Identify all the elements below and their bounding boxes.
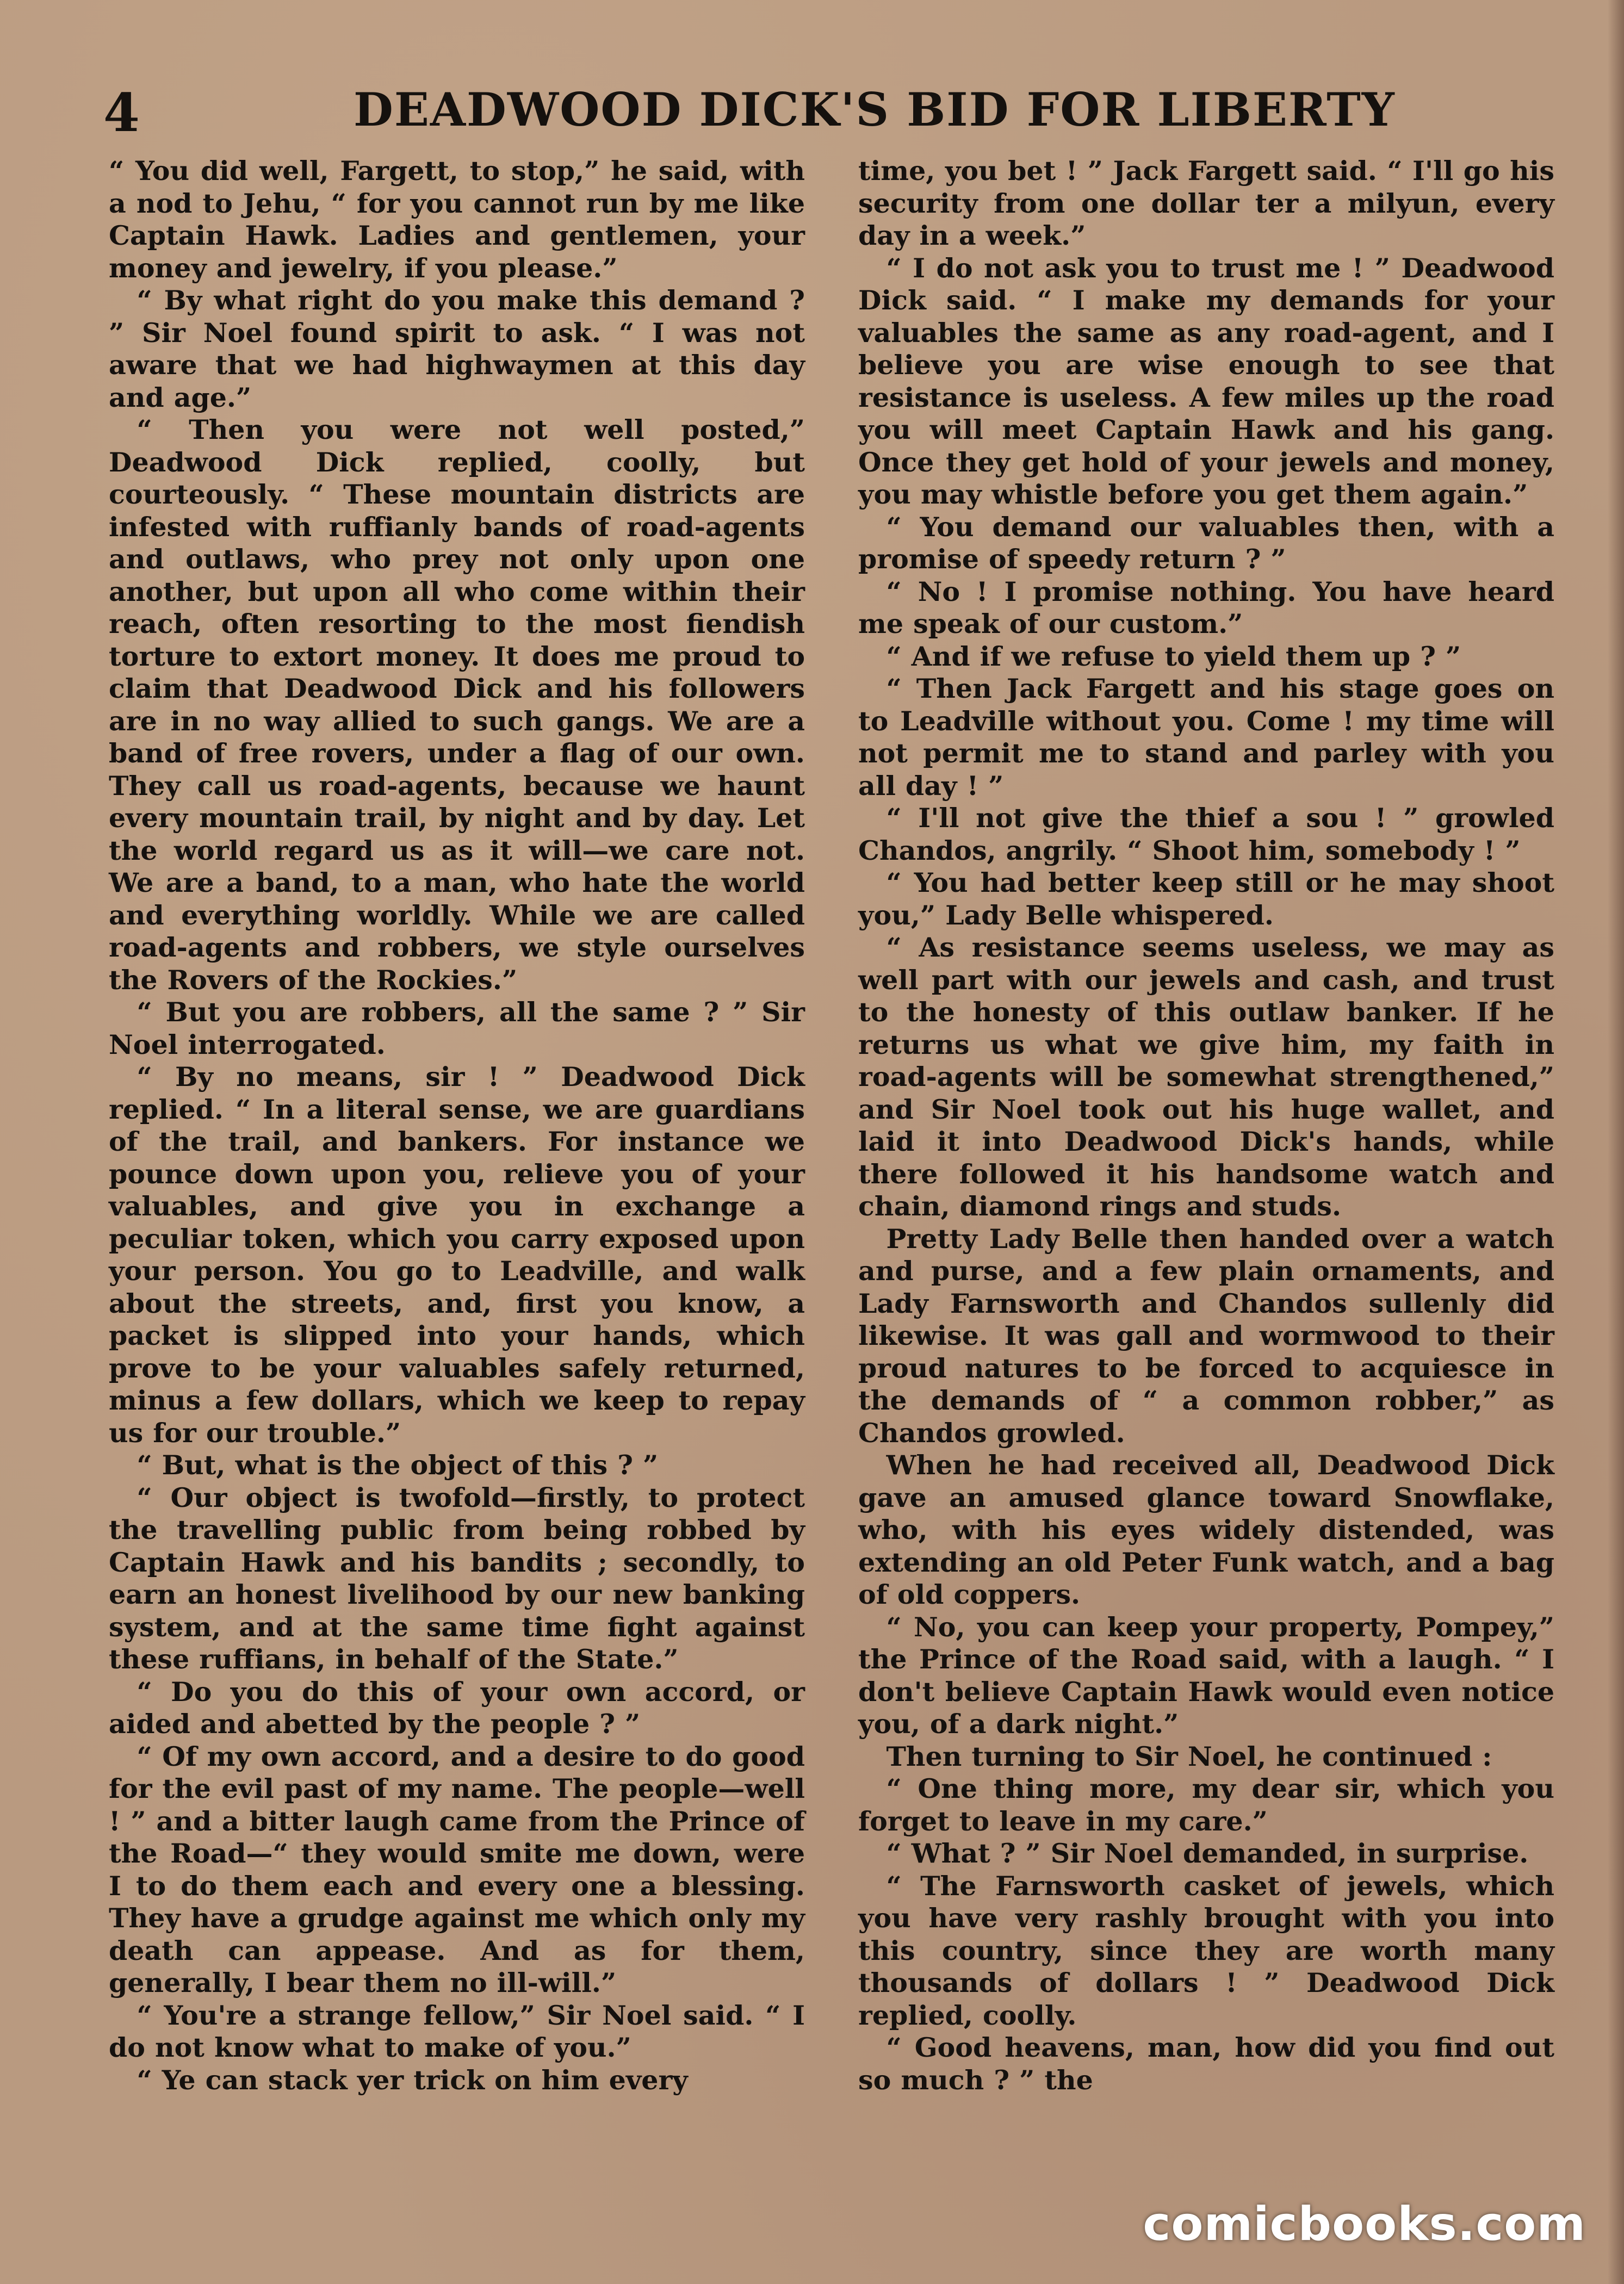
page-edge-shadow: [1608, 0, 1624, 2284]
paragraph: “ You had better keep still or he may shoot you,” Lady Belle whispered.: [858, 867, 1554, 931]
paragraph: “ You're a strange fellow,” Sir Noel said. “ I do not know what to make of you.”: [109, 1999, 805, 2063]
paragraph: When he had received all, Deadwood Dick gave an amused glance toward Snowflake, who, with his eyes widely distended, was extending an old Peter Funk watch, and a bag of old coppers.: [858, 1449, 1554, 1610]
paragraph: “ Of my own accord, and a desire to do good for the evil past of my name. The people—well ! ” and a bitter laugh came from the Prince of the Road—“ they would smite me down, were I to do them each and every one a blessing. They have a grudge against me which only my death can appease. And as for them, generally, I bear them no ill-will.”: [109, 1740, 805, 1999]
paragraph: “ Then you were not well posted,” Deadwood Dick replied, coolly, but courteously. “ These mountain districts are infested with ruffianly bands of road-agents and outlaws, who prey not only upon one another, but upon all who come within their reach, often resorting to the most fiendish torture to extort money. It does me proud to claim that Deadwood Dick and his followers are in no way allied to such gangs. We are a band of free rovers, under a flag of our own. They call us road-agents, because we haunt every mountain trail, by night and by day. Let the world regard us as it will—we care not. We are a band, to a man, who hate the world and everything worldly. While we are called road-agents and robbers, we style ourselves the Rovers of the Rockies.”: [109, 414, 805, 996]
paragraph: “ I do not ask you to trust me ! ” Deadwood Dick said. “ I make my demands for your valuables the same as any road-agent, and I believe you are wise enough to see that resistance is useless. A few miles up the road you will meet Captain Hawk and his gang. Once they get hold of your jewels and money, you may whistle before you get them again.”: [858, 252, 1554, 510]
paragraph: “ But you are robbers, all the same ? ” Sir Noel interrogated.: [109, 996, 805, 1060]
paragraph: “ What ? ” Sir Noel demanded, in surprise.: [886, 1838, 1529, 1869]
paragraph: “ Our object is twofold—firstly, to protect the travelling public from being robbed by Captain Hawk and his bandits ; secondly, to earn an honest livelihood by our new banking system, and at the same time fight against these ruffians, in behalf of the State.”: [109, 1481, 805, 1675]
page-header-title: DEADWOOD DICK'S BID FOR LIBERTY: [354, 83, 1396, 136]
paragraph: “ Then Jack Fargett and his stage goes on to Leadville without you. Come ! my time will not permit me to stand and parley with you all day ! ”: [858, 673, 1554, 802]
paragraph: “ I'll not give the thief a sou ! ” growled Chandos, angrily. “ Shoot him, somebody ! ”: [858, 802, 1554, 866]
paragraph: “ By what right do you make this demand ? ” Sir Noel found spirit to ask. “ I was not aware that we had highwaymen at this day and age.”: [109, 284, 805, 413]
paragraph: time, you bet ! ” Jack Fargett said. “ I'll go his security from one dollar ter a milyun, every day in a week.”: [858, 155, 1554, 251]
paragraph: “ Good heavens, man, how did you find out so much ? ” the: [858, 2032, 1554, 2096]
paragraph: Pretty Lady Belle then handed over a watch and purse, and a few plain ornaments, and Lady Farnsworth and Chandos sullenly did likewise. It was gall and wormwood to their proud natures to be forced to acquiesce in the demands of “ a common robber,” as Chandos growled.: [858, 1222, 1554, 1449]
left-column: [109, 155, 805, 2096]
paragraph: “ As resistance seems useless, we may as well part with our jewels and cash, and trust to the honesty of this outlaw banker. If he returns us what we give him, my faith in road-agents will be somewhat strengthened,” and Sir Noel took out his huge wallet, and laid it into Deadwood Dick's hands, while there followed it his handsome watch and chain, diamond rings and studs.: [858, 932, 1554, 1222]
paragraph: “ No, you can keep your property, Pompey,” the Prince of the Road said, with a laugh. “ I don't believe Captain Hawk would even notice you, of a dark night.”: [858, 1611, 1554, 1740]
paragraph: “ One thing more, my dear sir, which you forget to leave in my care.”: [858, 1773, 1554, 1837]
paragraph: “ Ye can stack yer trick on him every: [137, 2064, 688, 2096]
paragraph: “ But, what is the object of this ? ”: [137, 1449, 659, 1481]
paragraph: “ You did well, Fargett, to stop,” he said, with a nod to Jehu, “ for you cannot run by me like Captain Hawk. Ladies and gentlemen, your money and jewelry, if you please.”: [109, 155, 805, 284]
paragraph: Then turning to Sir Noel, he continued :: [886, 1740, 1492, 1772]
right-column: [858, 155, 1554, 2096]
watermark: comicbooks.com: [1143, 2197, 1586, 2251]
paragraph: “ No ! I promise nothing. You have heard me speak of our custom.”: [858, 575, 1554, 640]
paragraph: “ The Farnsworth casket of jewels, which you have very rashly brought with you into this country, since they are worth many thousands of dollars ! ” Deadwood Dick replied, coolly.: [858, 1870, 1554, 2031]
paragraph: “ Do you do this of your own accord, or aided and abetted by the people ? ”: [109, 1675, 805, 1740]
page-number: 4: [103, 82, 140, 144]
paragraph: “ You demand our valuables then, with a promise of speedy return ? ”: [858, 511, 1554, 575]
paragraph: “ By no means, sir ! ” Deadwood Dick replied. “ In a literal sense, we are guardians of the trail, and bankers. For instance we pounce down upon you, relieve you of your valuables, and give you in exchange a peculiar token, which you carry exposed upon your person. You go to Leadville, and walk about the streets, and, first you know, a packet is slipped into your hands, which prove to be your valuables safely returned, minus a few dollars, which we keep to repay us for our trouble.”: [109, 1061, 805, 1449]
paragraph: “ And if we refuse to yield them up ? ”: [886, 640, 1461, 672]
